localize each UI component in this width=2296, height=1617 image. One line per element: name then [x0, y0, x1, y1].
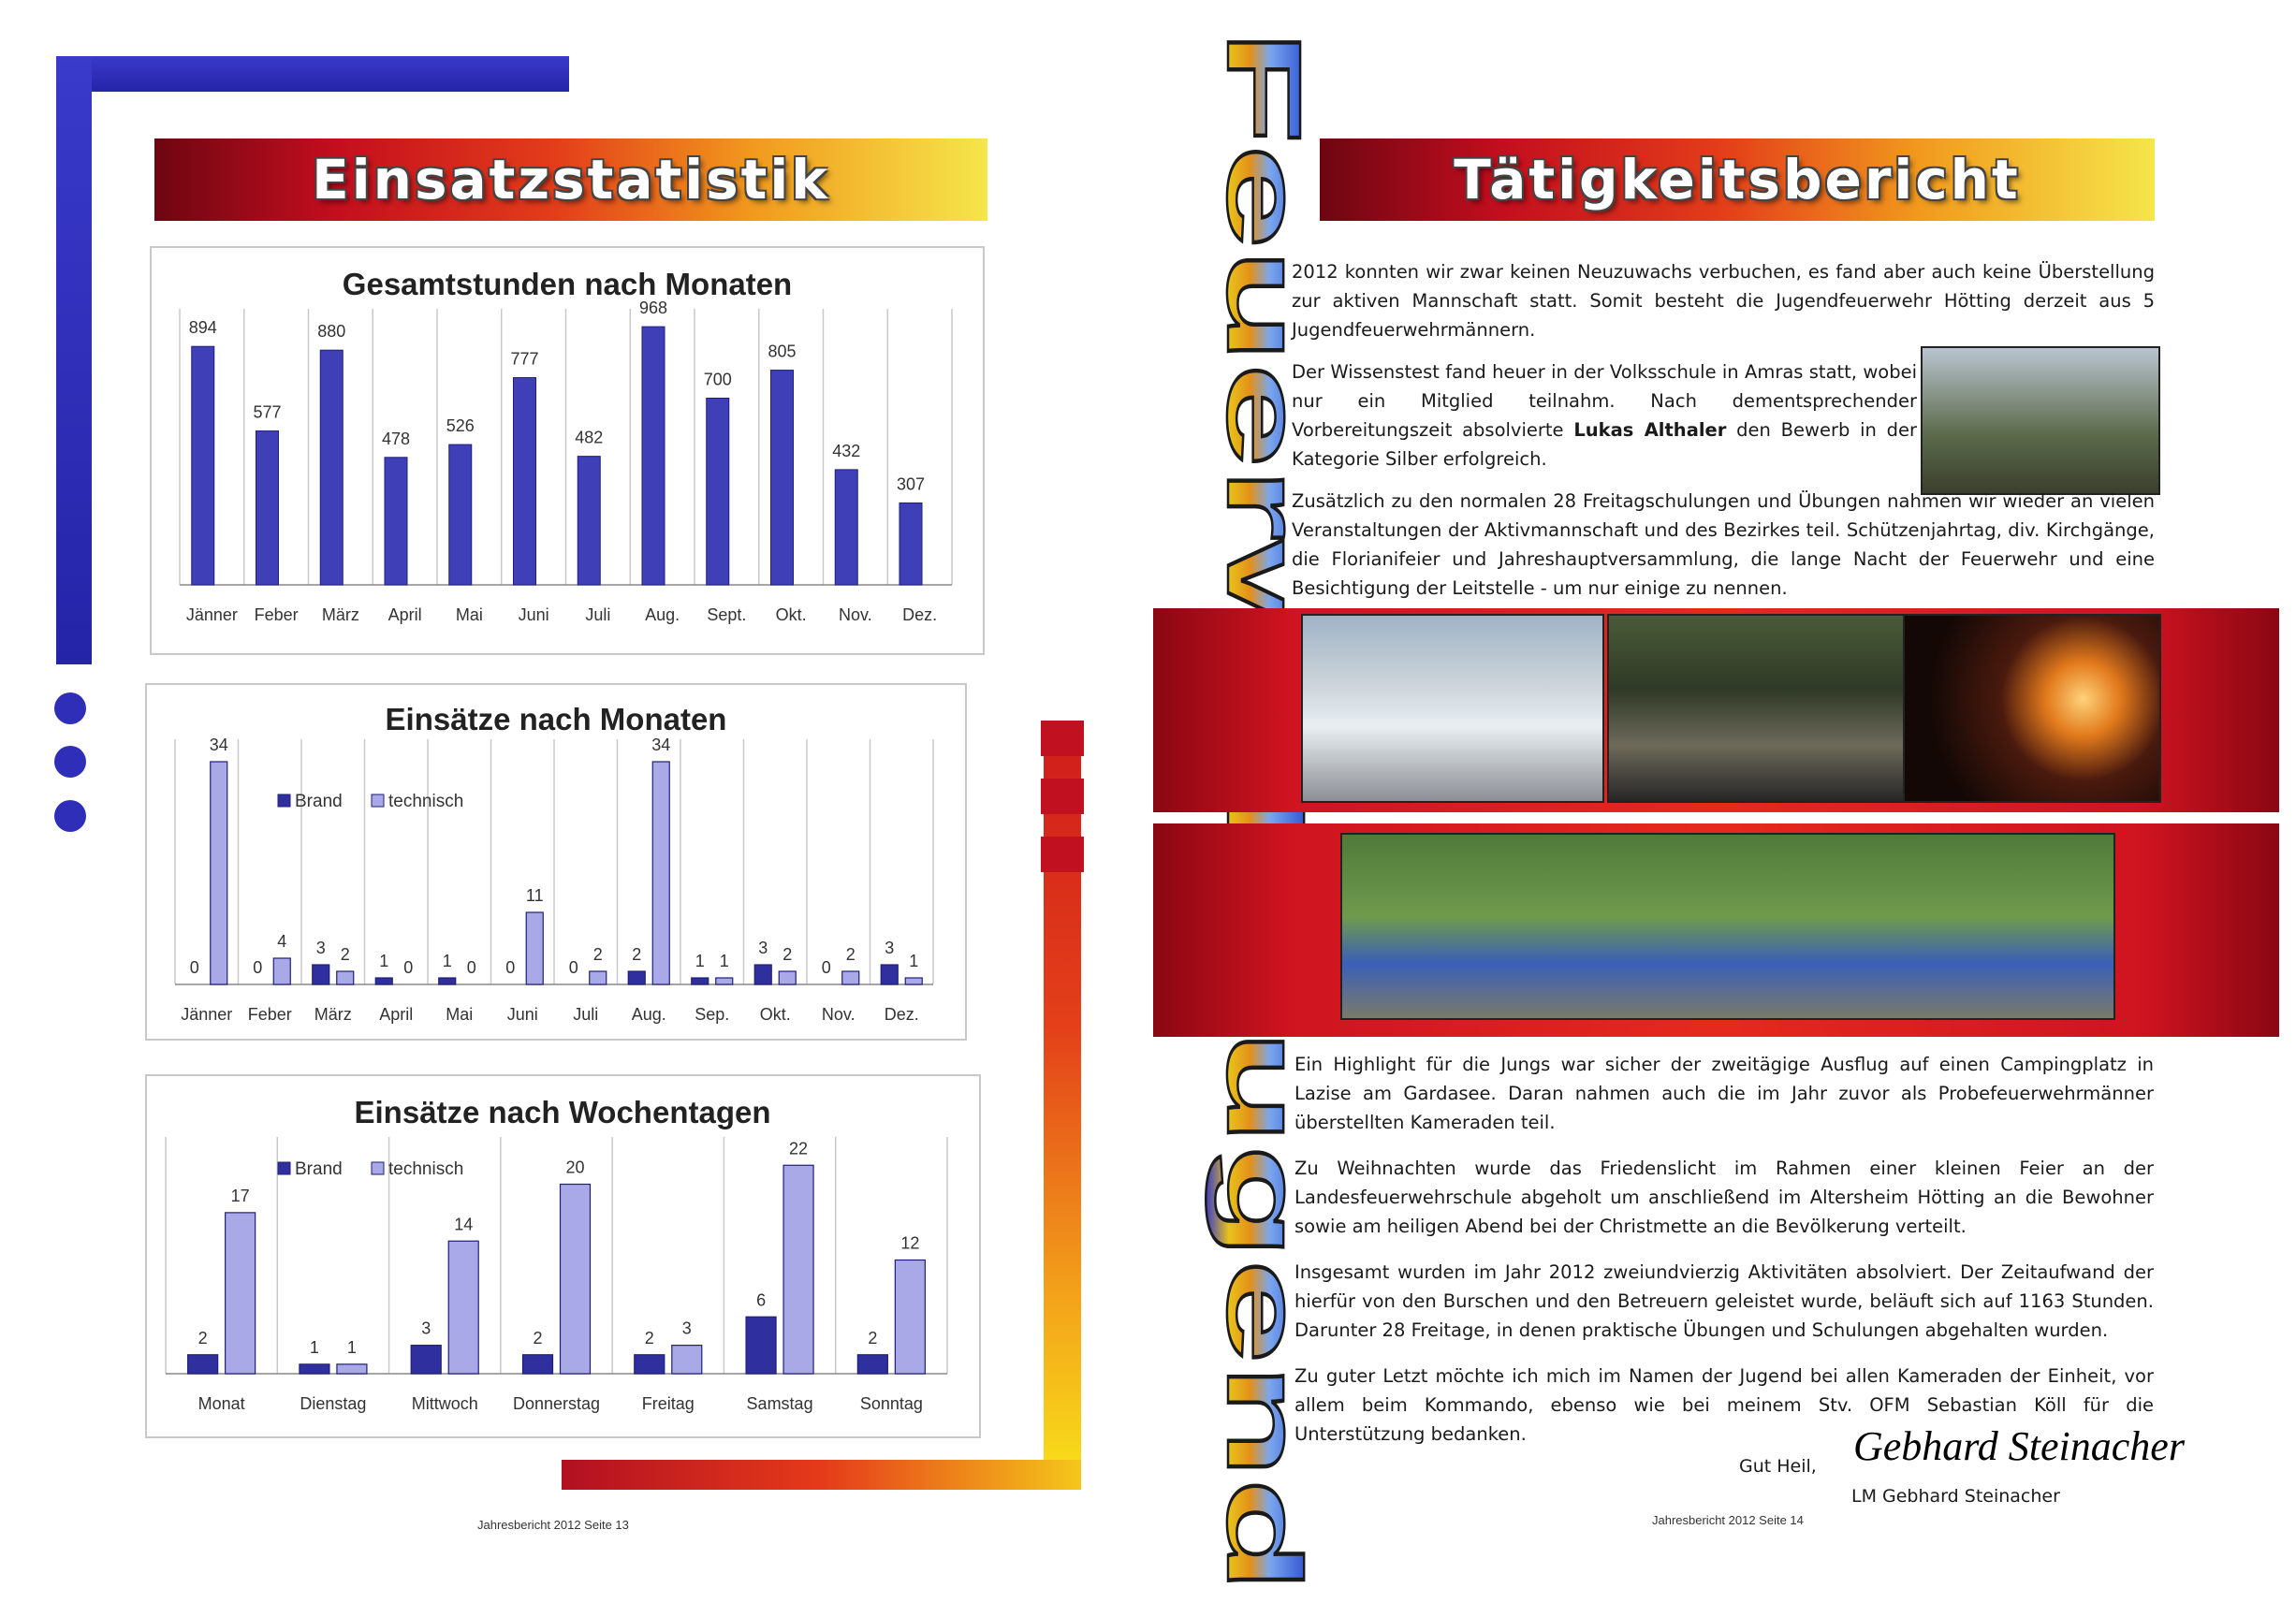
- bar-technisch: [905, 978, 922, 984]
- photo-fire-demo: [1903, 614, 2161, 803]
- bar-brand: [692, 978, 709, 984]
- data-label: 2: [340, 945, 350, 964]
- bar-technisch: [448, 1241, 478, 1374]
- paragraph-text: 2012 konnten wir zwar keinen Neuzuwachs verbuchen, es fand aber auch keine Überstellung zur aktiven Mannschaft statt. Somit besteht die Jugendfeuerwehr Hötting derzeit aus 5 Jugendfeuerwehrmännern.: [1292, 261, 2155, 341]
- x-tick-label: März: [314, 1005, 352, 1024]
- x-tick-label: Mai: [455, 605, 483, 624]
- bar-technisch: [672, 1346, 702, 1374]
- paragraph-text: Zusätzlich zu den normalen 28 Freitagschulungen und Übungen nahmen wir wieder an vielen Veranstaltungen der Aktivmannschaft und des Bezirkes teil. Schützenjahrtag, div. Kirchgänge, die Florianifeier und Jahreshauptversammlung, die lange Nacht der Feuerwehr und eine Besichtigung der Leitstelle - um nur einige zu nennen.: [1292, 490, 2155, 599]
- bar-technisch: [895, 1260, 925, 1375]
- bar: [192, 346, 214, 585]
- legend-swatch: [372, 1162, 384, 1174]
- chart-deployments-by-month: [145, 683, 967, 1041]
- x-tick-label: Juli: [585, 605, 611, 624]
- einsatzstatistik-banner: [154, 138, 987, 221]
- chart-title: Gesamtstunden nach Monaten: [342, 267, 793, 301]
- signature: Gebhard Steinacher: [1853, 1423, 2185, 1469]
- data-label: 0: [403, 958, 414, 977]
- x-tick-label: Dienstag: [300, 1394, 367, 1413]
- data-label: 3: [315, 939, 326, 957]
- x-tick-label: Sept.: [707, 605, 747, 624]
- photo-wissenstest: [1921, 346, 2160, 495]
- bar: [256, 431, 279, 585]
- bar-technisch: [783, 1165, 813, 1374]
- bar: [899, 503, 922, 585]
- data-label: 20: [565, 1158, 585, 1177]
- bar-brand: [313, 965, 329, 984]
- decorative-dot: [54, 800, 86, 832]
- data-label: 4: [277, 932, 287, 951]
- bar: [835, 470, 857, 585]
- chart-deployments-weekday-svg: [147, 1076, 979, 1436]
- data-label: 3: [681, 1318, 692, 1338]
- data-label: 12: [900, 1233, 920, 1253]
- x-tick-label: Feber: [247, 1005, 292, 1024]
- data-label: 34: [651, 736, 671, 754]
- data-label: 2: [197, 1328, 208, 1348]
- decorative-frame-left: [56, 56, 92, 664]
- photo-rescue-tools: [1607, 614, 1907, 803]
- x-tick-label: Juli: [573, 1005, 599, 1024]
- data-label: 1: [309, 1337, 319, 1357]
- x-tick-label: April: [388, 605, 422, 624]
- decorative-frame-top: [56, 56, 569, 92]
- taetigkeitsbericht-banner: [1320, 138, 2155, 221]
- greeting: Gut Heil,: [1739, 1456, 1817, 1477]
- legend-label: Brand: [295, 1159, 343, 1179]
- legend-label: technisch: [388, 1159, 464, 1179]
- paragraph-text: Insgesamt wurden im Jahr 2012 zweiundvierzig Aktivitäten absolviert. Der Zeitaufwand der hierfür von den Burschen und den Betreuern geleistet wurde, beläuft sich auf 1163 Stunden. Darunter 28 Freitage, in denen praktische Übungen und Schulungen abgehalten wurden.: [1294, 1261, 2154, 1341]
- bar-technisch: [526, 912, 543, 984]
- data-label: 526: [446, 416, 475, 436]
- data-label: 0: [505, 958, 516, 977]
- data-label: 11: [525, 886, 544, 905]
- data-label: 6: [756, 1290, 767, 1310]
- data-label: 968: [638, 299, 668, 318]
- data-label: 2: [632, 945, 642, 964]
- x-tick-label: Samstag: [746, 1394, 813, 1413]
- bar-brand: [635, 1355, 665, 1374]
- data-label: 880: [317, 322, 346, 342]
- bar-technisch: [337, 1364, 367, 1374]
- bar: [642, 327, 665, 585]
- data-label: 2: [868, 1328, 878, 1348]
- paragraph-text: Ein Highlight für die Jungs war sicher der zweitägige Ausflug auf einen Campingplatz in Lazise am Gardasee. Daran nahmen auch die im Jahr zuvor als Probefeuerwehrmänner überstellten Kameraden teil.: [1294, 1054, 2154, 1133]
- bar-brand: [523, 1355, 553, 1374]
- photo-car-exercise: [1301, 614, 1604, 803]
- legend-swatch: [372, 794, 384, 807]
- x-tick-label: Dez.: [902, 605, 938, 624]
- bar-brand: [746, 1317, 776, 1374]
- data-label: 2: [845, 945, 856, 964]
- data-label: 577: [253, 402, 282, 422]
- x-tick-label: Donnerstag: [512, 1394, 601, 1413]
- data-label: 0: [568, 958, 578, 977]
- x-tick-label: Sonntag: [859, 1394, 923, 1413]
- x-tick-label: Jänner: [181, 1005, 233, 1024]
- x-tick-label: Nov.: [821, 1005, 856, 1024]
- decorative-dot: [54, 746, 86, 778]
- chart-hours-by-month: [150, 246, 985, 655]
- bar-technisch: [779, 971, 796, 984]
- paragraph-text: Der Wissenstest fand heuer in der Volksschule in Amras statt, wobei nur ein Mitglied teilnahm. Nach dementsprechender Vorbereitungszeit absolvierte: [1292, 361, 1917, 441]
- data-label: 3: [758, 939, 768, 957]
- data-label: 478: [381, 429, 411, 448]
- data-label: 894: [188, 318, 217, 338]
- decorative-dot: [54, 692, 86, 724]
- page-footer-left: Jahresbericht 2012 Seite 13: [477, 1518, 629, 1532]
- chart-title: Einsätze nach Monaten: [385, 702, 727, 736]
- legend-swatch: [278, 1162, 290, 1174]
- x-tick-label: Mittwoch: [411, 1394, 478, 1413]
- data-label: 1: [379, 952, 389, 970]
- paragraph-text: Zu guter Letzt möchte ich mich im Namen der Jugend bei allen Kameraden der Einheit, vor allem beim Kommando, ebenso wie bei meinem Stv. OFM Sebastian Köll für die Unterstützung bedanken.: [1294, 1365, 2154, 1445]
- x-tick-label: Aug.: [631, 1005, 666, 1024]
- data-label: 482: [575, 428, 604, 447]
- paragraph-text: Zu Weihnachten wurde das Friedenslicht im Rahmen einer kleinen Feier an der Landesfeuerwehrschule abgeholt um anschließend im Altersheim Hötting an die Bewohner sowie am heiligen Abend bei der Christmette an die Bevölkerung verteilt.: [1294, 1158, 2154, 1237]
- data-label: 777: [510, 349, 539, 369]
- bar-technisch: [273, 958, 290, 984]
- bar-technisch: [652, 762, 669, 984]
- x-tick-label: April: [379, 1005, 414, 1024]
- data-label: 1: [346, 1337, 357, 1357]
- bar-technisch: [211, 762, 227, 984]
- data-label: 0: [821, 958, 831, 977]
- x-tick-label: Aug.: [645, 605, 680, 624]
- x-tick-label: Feber: [254, 605, 299, 624]
- data-label: 34: [209, 736, 228, 754]
- decorative-frame-bottom: [562, 1460, 1081, 1490]
- bar-brand: [881, 965, 898, 984]
- x-tick-label: Jänner: [185, 605, 238, 624]
- x-tick-label: März: [321, 605, 359, 624]
- data-label: 0: [253, 958, 263, 977]
- data-label: 2: [782, 945, 793, 964]
- chart-hours-svg: [152, 248, 983, 653]
- paragraph-3: [1292, 487, 2155, 619]
- data-label: 17: [230, 1186, 250, 1205]
- x-tick-label: Mai: [446, 1005, 474, 1024]
- bar: [771, 371, 794, 585]
- data-label: 2: [644, 1328, 654, 1348]
- bar-brand: [411, 1346, 441, 1374]
- highlighted-name: Lukas Althaler: [1573, 419, 1727, 441]
- bar-brand: [300, 1364, 329, 1374]
- data-label: 1: [442, 952, 452, 970]
- data-label: 1: [719, 952, 729, 970]
- bar: [320, 350, 343, 585]
- chart-title: Einsätze nach Wochentagen: [354, 1095, 771, 1129]
- bar-brand: [188, 1355, 218, 1374]
- x-tick-label: Juni: [506, 1005, 538, 1024]
- data-label: 1: [909, 952, 919, 970]
- data-label: 307: [896, 474, 926, 494]
- data-label: 2: [592, 945, 603, 964]
- chart-deployments-month-svg: [147, 685, 965, 1039]
- x-tick-label: Monat: [197, 1394, 245, 1413]
- bar-technisch: [590, 971, 607, 984]
- bar: [707, 399, 729, 586]
- bar: [385, 458, 407, 585]
- bar-brand: [375, 978, 392, 984]
- bar-brand: [439, 978, 456, 984]
- bar: [449, 444, 472, 585]
- decorative-bar: [1041, 837, 1084, 872]
- data-label: 14: [454, 1215, 474, 1234]
- x-tick-label: Freitag: [641, 1394, 695, 1413]
- data-label: 2: [533, 1328, 543, 1348]
- vertical-title-text: Feuerwehrjugend: [1206, 30, 1323, 904]
- data-label: 805: [768, 342, 797, 361]
- bar: [578, 457, 600, 585]
- paragraph-text: den Bewerb in der Kategorie Silber erfolgreich.: [1292, 419, 1918, 470]
- page-footer-right: Jahresbericht 2012 Seite 14: [1652, 1513, 1804, 1527]
- legend-swatch: [278, 794, 290, 807]
- bar-technisch: [842, 971, 859, 984]
- x-tick-label: Nov.: [839, 605, 872, 624]
- bar: [514, 378, 536, 585]
- signer-name: LM Gebhard Steinacher: [1851, 1486, 2060, 1507]
- banner-title: Tätigkeitsbericht: [1454, 148, 2021, 211]
- text-block-lower: [1294, 1050, 2154, 1465]
- data-label: 0: [466, 958, 476, 977]
- banner-title: Einsatzstatistik: [312, 148, 830, 211]
- x-tick-label: Okt.: [775, 605, 807, 624]
- x-tick-label: Juni: [518, 605, 549, 624]
- legend-label: Brand: [295, 792, 343, 811]
- data-label: 3: [421, 1318, 431, 1338]
- x-tick-label: Dez.: [884, 1005, 919, 1024]
- bar-technisch: [226, 1213, 256, 1374]
- photo-camping-trip: [1340, 833, 2115, 1020]
- data-label: 432: [832, 441, 861, 460]
- legend-label: technisch: [388, 792, 464, 811]
- decorative-bar: [1041, 721, 1084, 756]
- bar-brand: [628, 971, 645, 984]
- data-label: 700: [703, 370, 732, 389]
- data-label: 0: [189, 958, 199, 977]
- data-label: 3: [885, 939, 895, 957]
- decorative-bar: [1041, 779, 1084, 814]
- decorative-frame-right: [1044, 721, 1081, 1488]
- data-label: 1: [695, 952, 705, 970]
- data-label: 22: [789, 1139, 809, 1158]
- bar-brand: [857, 1355, 887, 1374]
- paragraph-2: [1292, 357, 1917, 490]
- bar-technisch: [337, 971, 354, 984]
- x-tick-label: Sep.: [695, 1005, 730, 1024]
- bar-brand: [754, 965, 771, 984]
- bar-technisch: [561, 1185, 591, 1375]
- chart-deployments-by-weekday: [145, 1074, 981, 1438]
- bar-technisch: [716, 978, 733, 984]
- x-tick-label: Okt.: [759, 1005, 791, 1024]
